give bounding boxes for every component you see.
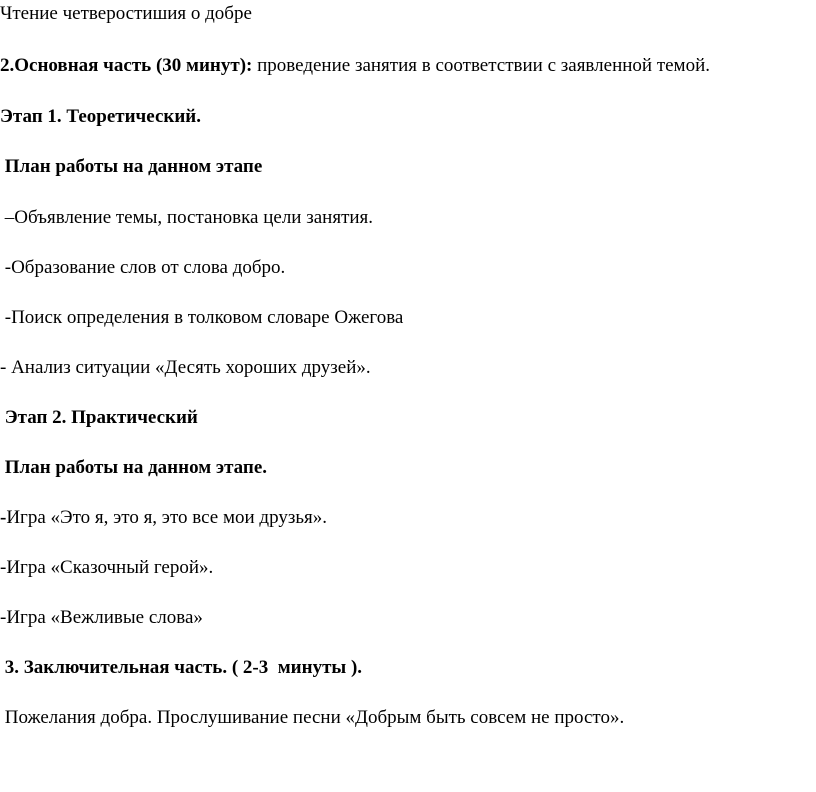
stage-1-plan-heading: План работы на данном этапе — [0, 156, 263, 177]
stage-2-heading: Этап 2. Практический — [0, 407, 198, 428]
stage-2-item-fairy-hero-game: -Игра «Сказочный герой». — [0, 557, 214, 578]
stage-2-item-friends-game — [0, 507, 327, 529]
friends-game-text: Игра «Это я, это я, это все мои друзья». — [6, 507, 327, 528]
stage-2-item-polite-words-game: -Игра «Вежливые слова» — [0, 607, 203, 628]
main-part-heading: 2.Основная часть (30 минут): — [0, 55, 253, 76]
stage-1-item-topic: –Объявление темы, постановка цели занятия. — [0, 207, 374, 228]
final-part-heading: 3. Заключительная часть. ( 2-3 минуты ). — [0, 657, 363, 678]
main-part-line — [0, 55, 710, 77]
stage-1-item-word-formation: -Образование слов от слова добро. — [0, 257, 286, 278]
final-part-description: Пожелания добра. Прослушивание песни «Добрым быть совсем не просто». — [0, 707, 625, 728]
stage-1-item-situation: - Анализ ситуации «Десять хороших друзей». — [0, 357, 371, 378]
dash-marker: - — [0, 507, 7, 528]
stage-2-plan-heading: План работы на данном этапе. — [0, 457, 268, 478]
main-part-description: проведение занятия в соответствии с заявленной темой. — [252, 55, 711, 76]
stage-1-heading: Этап 1. Теоретический. — [0, 106, 201, 127]
reading-quatrain-line: Чтение четверостишия о добре — [0, 3, 252, 24]
stage-1-item-dictionary: -Поиск определения в толковом словаре Ожегова — [0, 307, 404, 328]
